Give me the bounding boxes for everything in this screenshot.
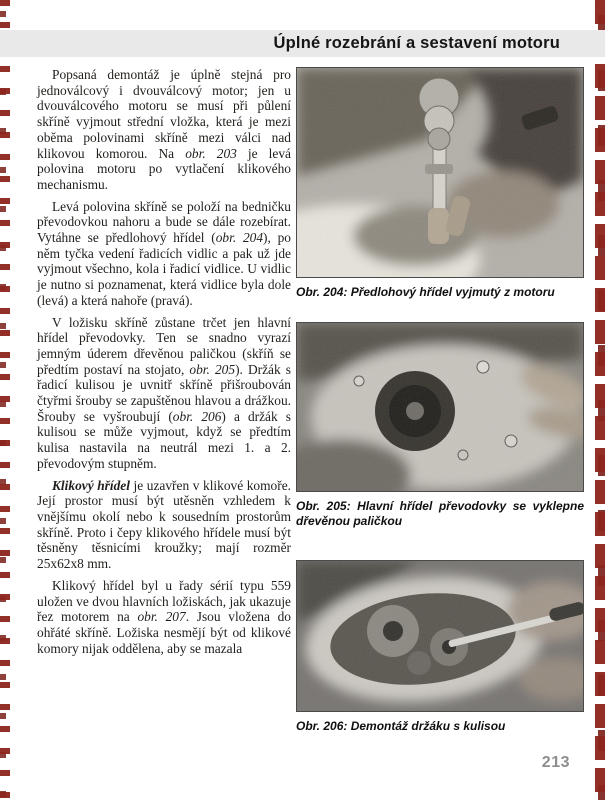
figure-205 [296, 322, 584, 528]
text-run: obr. 206 [172, 408, 222, 424]
text-run: ). Držák s řadicí kulisou je uvnitř skříně přišroubován čtyřmi šrouby se zapuštěnou hlavou a drážkou. Šrouby se vyšroubují ( [37, 361, 291, 424]
paragraph [37, 199, 291, 309]
chapter-header [0, 30, 605, 57]
photo-illustration [297, 561, 583, 711]
page-edge-marks-left [0, 0, 12, 800]
text-run: je levá polovina motoru po vytlačení klikového mechanismu. [37, 145, 291, 192]
figure-204-caption: Obr. 204: Předlohový hřídel vyjmutý z motoru [296, 285, 555, 299]
paragraph [37, 67, 291, 193]
text-run: Klikový hřídel byl u řady sérií typu 559 uložen ve dvou hlavních ložiskách, jak ukazuje řez motorem na [37, 577, 291, 625]
text-run: obr. 205 [189, 361, 236, 377]
text-run: ), po něm tyčka vedení řadicích vidlic a pak už jde vyjmout všechno, kola i řadicí vidlice. U vidlic je nutno si poznamenat, která vidlice byla dole (levá) a která nahoře (pravá). [37, 230, 291, 308]
paragraph [37, 315, 291, 472]
photo-illustration [297, 68, 583, 277]
figure-204 [296, 67, 584, 300]
text-run: obr. 203 [185, 145, 237, 161]
text-run: obr. 207 [137, 609, 186, 625]
figure-205-caption: Obr. 205: Hlavní hřídel převodovky se vyklepne dřevěnou paličkou [296, 499, 584, 528]
body-text-column [37, 67, 291, 662]
chapter-title: Úplné rozebrání a sestavení motoru [273, 34, 560, 52]
text-run: V ložisku skříně zůstane trčet jen hlavní hřídel převodovky. Ten se snadno vyrazí jemným úderem dřevěnou paličkou (skříň se předtím postaví na stojato, [37, 314, 291, 377]
text-run: Popsaná demontáž je úplně stejná pro jednoválcový i dvouválcový motor; jen u dvouválcového motoru se musí při půlení skříně vyjmout střední vložka, která je mezi oběma polovinami skříně mezi válci nad klikovou komorou. Na [37, 67, 291, 161]
figure-206 [296, 560, 584, 734]
figure-206-caption: Obr. 206: Demontáž držáku s kulisou [296, 719, 506, 733]
countershaft-removed-photo [296, 67, 584, 278]
text-run: obr. 204 [215, 230, 264, 246]
text-run: je uzavřen v klikové komoře. Její prostor musí být utěsněn vzhledem k vnějšímu okolí nebo k sousedním prostorům skříně. Proto i čepy klikového hřídele musí být těsněny těsnicími kroužky; mají rozměr 25x62x8 mm. [37, 477, 291, 572]
paragraph [37, 478, 291, 572]
figure-column [296, 67, 584, 777]
text-run: Levá polovina skříně se položí na bedničku převodovkou nahoru a bude se dále rozebírat. Vytáhne se předlohový hřídel ( [37, 198, 291, 246]
text-run: . Jsou vložena do ohřáté skříně. Ložiska nesmějí být od klikové komory nijak oddělena, aby se mazala [37, 609, 291, 656]
page-edge-marks-right [593, 0, 605, 800]
shift-gate-bracket-photo [296, 560, 584, 712]
text-run: ) a držák s kulisou se může vyjmout, když se předtím kulisa nastavila na neutrál mezi 1. a 2. převodovým stupněm. [37, 408, 291, 471]
gearbox-mainshaft-photo [296, 322, 584, 492]
page-number: 213 [541, 754, 570, 771]
photo-illustration [297, 323, 583, 491]
paragraph [37, 578, 291, 657]
text-run: Klikový hřídel [52, 477, 130, 493]
